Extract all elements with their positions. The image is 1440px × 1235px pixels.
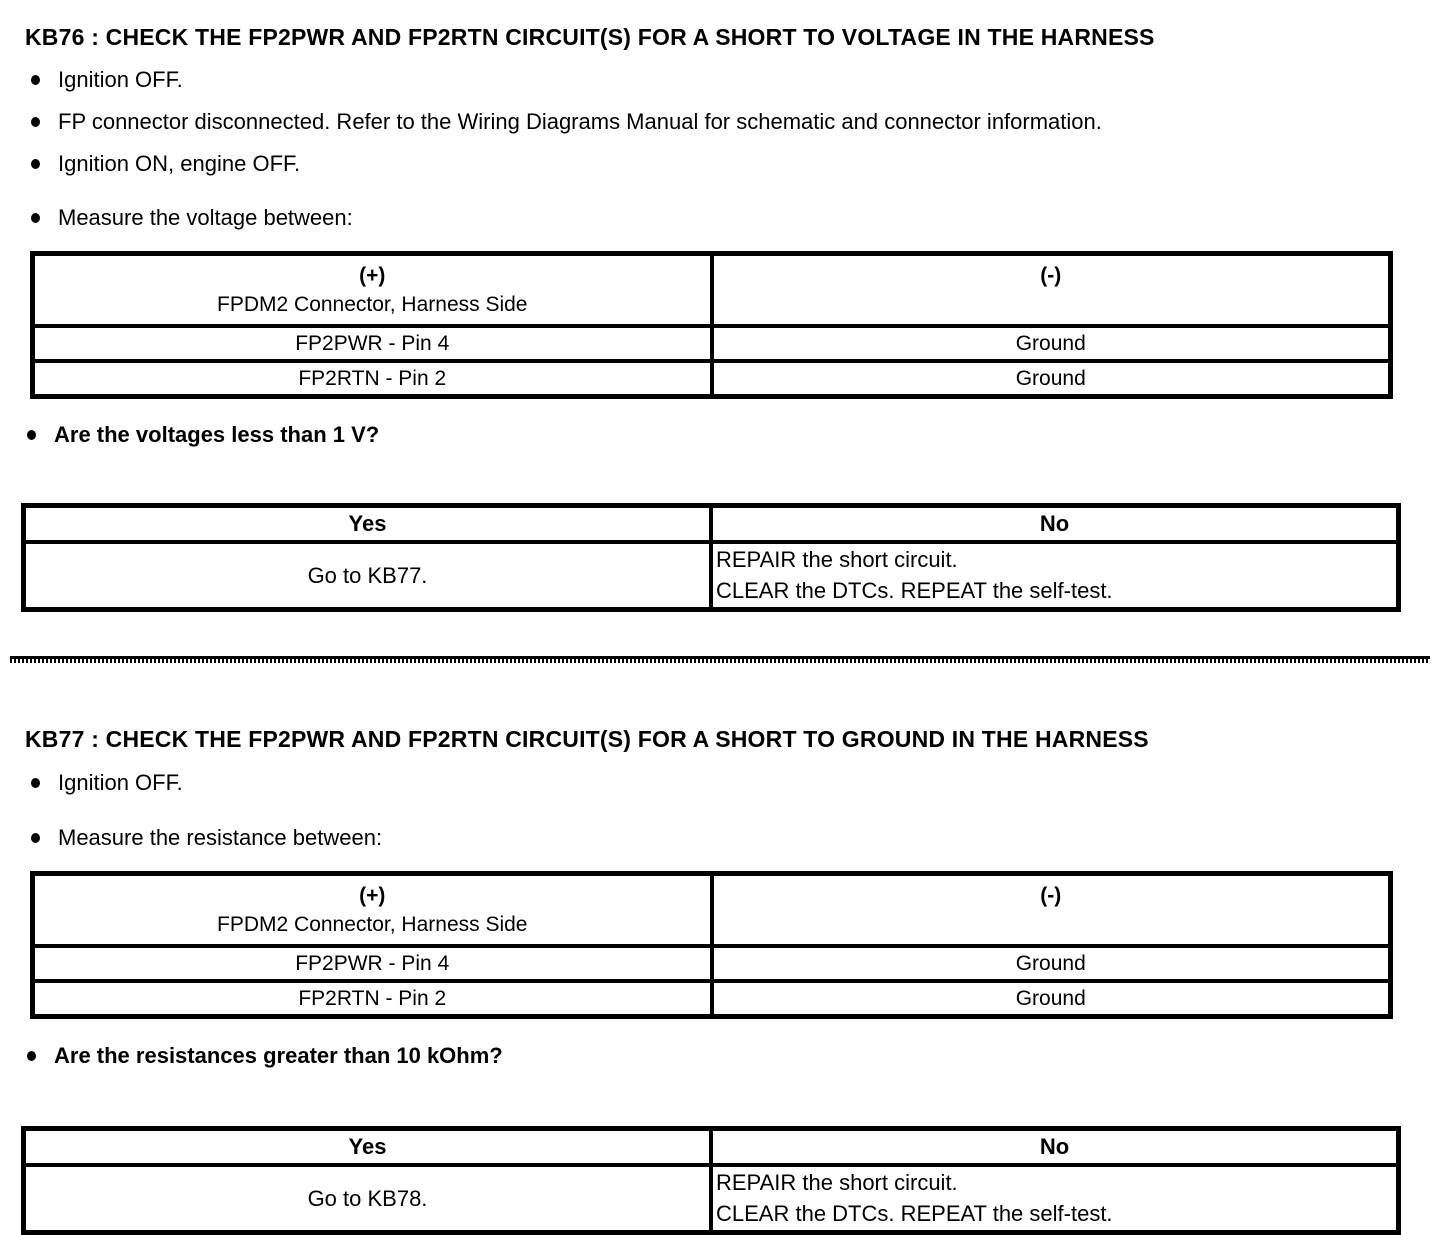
measure-plus-header [33, 874, 712, 947]
question-item [27, 1044, 1440, 1068]
measure-plus-header [33, 254, 712, 327]
measure-minus-header [712, 254, 1391, 327]
reference-cell: Ground [712, 361, 1391, 397]
yes-header-cell: Yes [24, 506, 712, 543]
circuit-pin-cell: FP2PWR - Pin 4 [33, 946, 712, 981]
no-action-line: REPAIR the short circuit. [716, 1170, 958, 1195]
bullet-item [31, 826, 1440, 850]
measurement-table [30, 251, 1393, 399]
bullet-icon [31, 778, 40, 788]
decision-table [21, 503, 1401, 612]
bullet-icon [31, 117, 40, 127]
connector-label: FPDM2 Connector, Harness Side [217, 293, 528, 316]
bullet-text: Ignition OFF. [58, 770, 183, 795]
plus-sign-label: (+) [359, 884, 386, 907]
section-title: KB77 : CHECK THE FP2PWR AND FP2RTN CIRCUIT(S) FOR A SHORT TO GROUND IN THE HARNESS [25, 726, 1149, 752]
no-header-cell: No [711, 1129, 1399, 1166]
circuit-pin-cell: FP2RTN - Pin 2 [33, 981, 712, 1017]
reference-cell: Ground [712, 326, 1391, 361]
decision-body-row [24, 1165, 1399, 1233]
plus-sign-label: (+) [359, 264, 386, 287]
bullet-item [31, 771, 1440, 795]
yes-action-cell: Go to KB77. [24, 542, 712, 610]
no-action-line: REPAIR the short circuit. [716, 547, 958, 572]
reference-cell: Ground [712, 946, 1391, 981]
circuit-pin-cell: FP2PWR - Pin 4 [33, 326, 712, 361]
bullet-text: Ignition OFF. [58, 67, 183, 92]
question-text: Are the resistances greater than 10 kOhm? [54, 1043, 503, 1068]
bullet-icon [27, 430, 36, 440]
no-action-cell [711, 1165, 1399, 1233]
question-text: Are the voltages less than 1 V? [54, 422, 380, 447]
section-kb77 [0, 726, 1440, 1235]
bullet-icon [31, 213, 40, 223]
yes-action-cell: Go to KB78. [24, 1165, 712, 1233]
question-item [27, 423, 1440, 447]
bullet-icon [31, 75, 40, 85]
no-action-line: CLEAR the DTCs. REPEAT the self-test. [716, 578, 1113, 603]
no-header-cell: No [711, 506, 1399, 543]
minus-sign-label: (-) [1040, 264, 1062, 287]
bullet-item [31, 68, 1440, 92]
bullet-item [31, 152, 1440, 176]
circuit-pin-cell: FP2RTN - Pin 2 [33, 361, 712, 397]
decision-header-row [24, 506, 1399, 543]
bullet-icon [31, 159, 40, 169]
section-title: KB76 : CHECK THE FP2PWR AND FP2RTN CIRCUIT(S) FOR A SHORT TO VOLTAGE IN THE HARNESS [25, 24, 1155, 50]
no-action-line: CLEAR the DTCs. REPEAT the self-test. [716, 1201, 1113, 1226]
table-row [33, 946, 1391, 981]
minus-sign-label: (-) [1040, 884, 1062, 907]
section-separator-rule [10, 656, 1430, 663]
yes-header-cell: Yes [24, 1129, 712, 1166]
bullet-icon [27, 1051, 36, 1061]
no-action-cell [711, 542, 1399, 610]
section-kb76 [0, 0, 1440, 612]
table-row [33, 981, 1391, 1017]
bullet-text: Measure the voltage between: [58, 205, 353, 230]
table-row [33, 361, 1391, 397]
bullet-text: FP connector disconnected. Refer to the Wiring Diagrams Manual for schematic and connector information. [58, 109, 1102, 134]
decision-header-row [24, 1129, 1399, 1166]
decision-table [21, 1126, 1401, 1235]
reference-cell: Ground [712, 981, 1391, 1017]
measurement-table [30, 871, 1393, 1019]
bullet-item [31, 110, 1440, 134]
bullet-icon [31, 833, 40, 843]
bullet-item [31, 206, 1440, 230]
connector-label: FPDM2 Connector, Harness Side [217, 913, 528, 936]
measure-minus-header [712, 874, 1391, 947]
bullet-text: Ignition ON, engine OFF. [58, 151, 301, 176]
table-row [33, 326, 1391, 361]
bullet-text: Measure the resistance between: [58, 825, 383, 850]
decision-body-row [24, 542, 1399, 610]
